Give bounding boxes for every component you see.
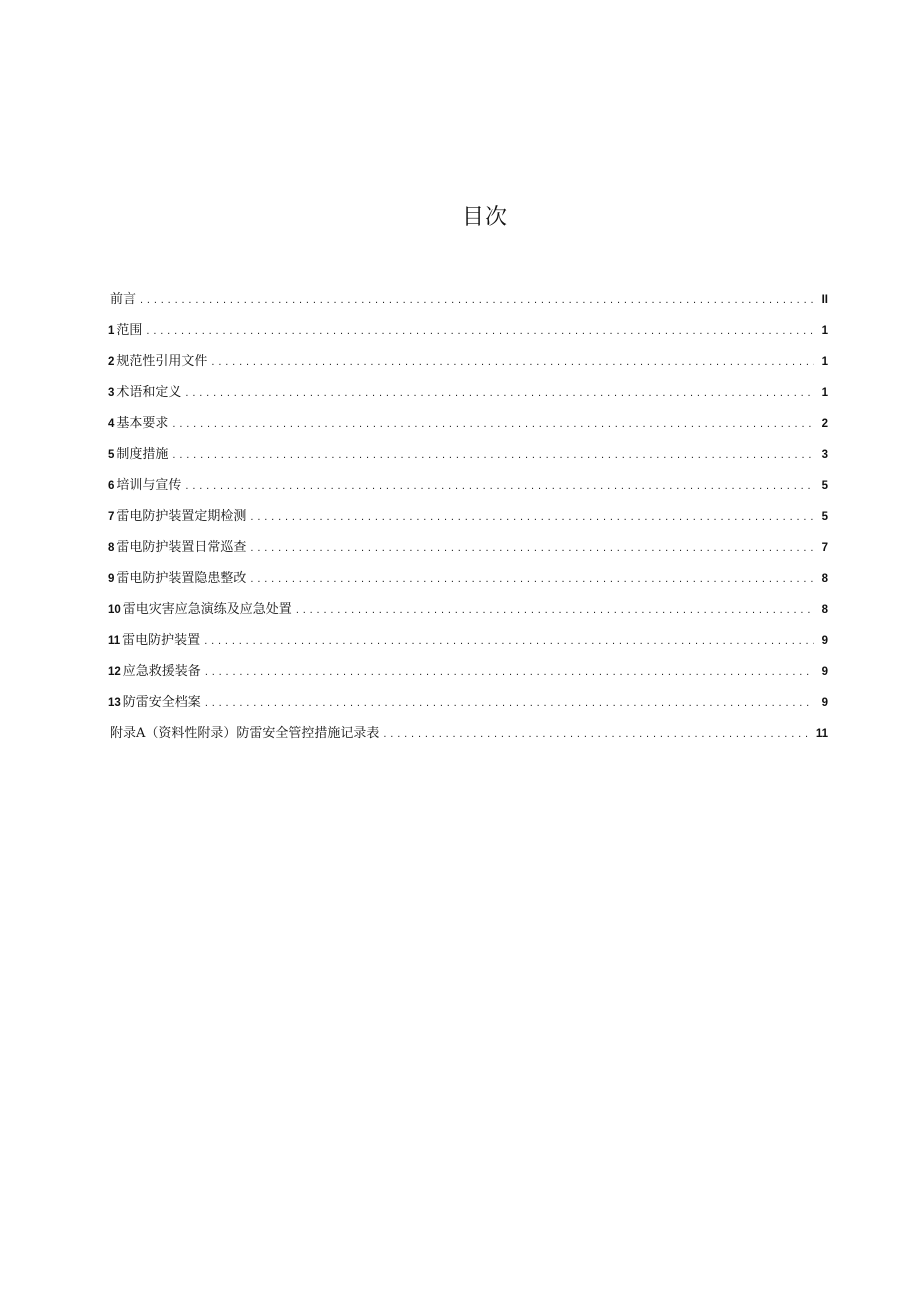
toc-entry-number: 3 [108, 387, 115, 399]
toc-entry-number: 13 [108, 697, 121, 709]
page-title: 目次 [461, 205, 508, 230]
toc-entry-page: 8 [821, 604, 828, 616]
toc-entry-page: 1 [821, 387, 828, 399]
toc-dot-leader [146, 318, 814, 344]
toc-entry-title: 术语和定义 [116, 385, 182, 400]
toc-entry[interactable] [108, 375, 828, 406]
toc-dot-leader [185, 473, 814, 499]
toc-entry-title: 雷电防护装置 [122, 633, 201, 648]
toc-dot-leader [250, 504, 814, 530]
toc-entry-number: 10 [108, 604, 121, 616]
toc-dot-leader [205, 690, 814, 716]
toc-entry-number: 2 [108, 356, 115, 368]
toc-dot-leader [250, 535, 814, 561]
toc-entry-page: 9 [821, 666, 828, 678]
toc-entry[interactable] [108, 313, 828, 344]
toc-entry[interactable] [108, 716, 828, 747]
toc-entry-title: 雷电灾害应急演练及应急处置 [122, 602, 292, 617]
toc-dot-leader [172, 411, 814, 437]
toc-entry[interactable] [108, 530, 828, 561]
toc-entry-number: 8 [108, 542, 115, 554]
toc-entry[interactable] [108, 468, 828, 499]
toc-entry-title: 雷电防护装置定期检测 [116, 509, 247, 524]
toc-entry-page: 9 [821, 635, 828, 647]
toc-entry-title: 防雷安全档案 [122, 695, 201, 710]
toc-entry-page: 11 [815, 728, 828, 740]
toc-entry-page: 8 [821, 573, 828, 585]
toc-entry-page: 7 [821, 542, 828, 554]
toc-entry[interactable] [108, 592, 828, 623]
toc-entry-number: 4 [108, 418, 115, 430]
toc-dot-leader [185, 380, 814, 406]
toc-entry[interactable] [108, 654, 828, 685]
toc-entry[interactable] [108, 344, 828, 375]
toc-list [108, 282, 828, 747]
toc-entry[interactable] [108, 623, 828, 654]
toc-entry[interactable] [108, 406, 828, 437]
toc-entry-page: 9 [821, 697, 828, 709]
toc-dot-leader [211, 349, 814, 375]
toc-dot-leader [204, 628, 814, 654]
toc-dot-leader [172, 442, 814, 468]
toc-entry-title: 应急救援装备 [122, 664, 201, 679]
toc-entry-number: 9 [108, 573, 115, 585]
toc-entry-title: 雷电防护装置日常巡查 [116, 540, 247, 555]
toc-entry-page: 3 [821, 449, 828, 461]
toc-entry-title: 雷电防护装置隐患整改 [116, 571, 247, 586]
toc-entry[interactable] [108, 282, 828, 313]
toc-dot-leader [383, 721, 811, 747]
toc-entry-number: 6 [108, 480, 115, 492]
toc-entry-number: 12 [108, 666, 121, 678]
toc-entry-title: 基本要求 [116, 416, 169, 431]
toc-entry-page: 1 [821, 325, 828, 337]
toc-entry[interactable] [108, 499, 828, 530]
toc-entry-number: 7 [108, 511, 115, 523]
toc-entry-title: 范围 [116, 323, 143, 338]
toc-entry-number: 5 [108, 449, 115, 461]
toc-entry-title: 前言 [110, 292, 137, 307]
toc-entry-title: 规范性引用文件 [116, 354, 208, 369]
toc-entry-page: II [821, 294, 828, 306]
toc-entry-number: 1 [108, 325, 115, 337]
toc-dot-leader [250, 566, 814, 592]
toc-entry-title: 制度措施 [116, 447, 169, 462]
toc-dot-leader [140, 287, 814, 313]
toc-entry-page: 2 [821, 418, 828, 430]
toc-entry[interactable] [108, 685, 828, 716]
toc-entry[interactable] [108, 437, 828, 468]
toc-entry-page: 5 [821, 511, 828, 523]
toc-dot-leader [296, 597, 814, 623]
toc-entry-page: 5 [821, 480, 828, 492]
toc-entry[interactable] [108, 561, 828, 592]
toc-entry-page: 1 [821, 356, 828, 368]
toc-entry-number: 11 [108, 635, 121, 647]
toc-entry-title: 培训与宣传 [116, 478, 182, 493]
toc-entry-title: 附录A（资料性附录）防雷安全管控措施记录表 [110, 726, 380, 741]
toc-dot-leader [205, 659, 814, 685]
